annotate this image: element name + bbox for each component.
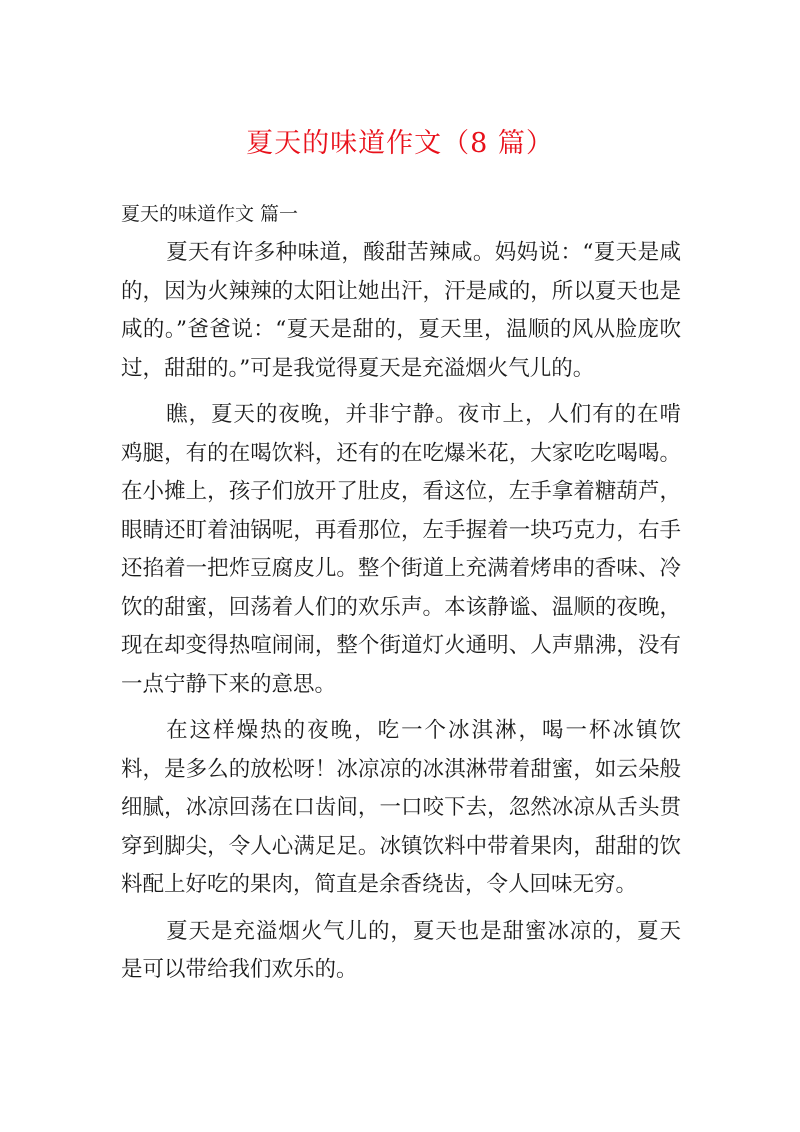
paragraph-3: 在这样燥热的夜晚，吃一个冰淇淋，喝一杯冰镇饮料，是多么的放松呀！冰凉凉的冰淇淋带着甜蜜，如云朵般细腻，冰凉回荡在口齿间，一口咬下去，忽然冰凉从舌头贯穿到脚尖，令人心满足足。冰镇饮料中带着果肉，甜甜的饮料配上好吃的果肉，简直是余香绕齿，令人回味无穷。	[121, 718, 681, 897]
paragraph-2: 瞧，夏天的夜晚，并非宁静。夜市上，人们有的在啃鸡腿，有的在喝饮料，还有的在吃爆米花，大家吃吃喝喝。在小摊上，孩子们放开了肚皮，看这位，左手拿着糖葫芦，眼睛还盯着油锅呢，再看那位，左手握着一块巧克力，右手还掐着一把炸豆腐皮儿。整个街道上充满着烤串的香味、冷饮的甜蜜，回荡着人们的欢乐声。本该静谧、温顺的夜晚，现在却变得热喧闹闹，整个街道灯火通明、人声鼎沸，没有一点宁静下来的意思。	[121, 402, 681, 697]
document-title: 夏天的味道作文（8 篇）	[246, 128, 554, 159]
paragraph-1: 夏天有许多种味道，酸甜苦辣咸。妈妈说：“夏天是咸的，因为火辣辣的太阳让她出汗，汗是咸的，所以夏天也是咸的。”爸爸说：“夏天是甜的，夏天里，温顺的风从脸庞吹过，甜甜的。”可是我觉得夏天是充溢烟火气儿的。	[121, 240, 681, 381]
article-body	[121, 196, 681, 998]
section-title: 夏天的味道作文 篇一	[121, 203, 299, 225]
paragraph-4: 夏天是充溢烟火气儿的，夏天也是甜蜜冰凉的，夏天是可以带给我们欢乐的。	[121, 918, 681, 982]
